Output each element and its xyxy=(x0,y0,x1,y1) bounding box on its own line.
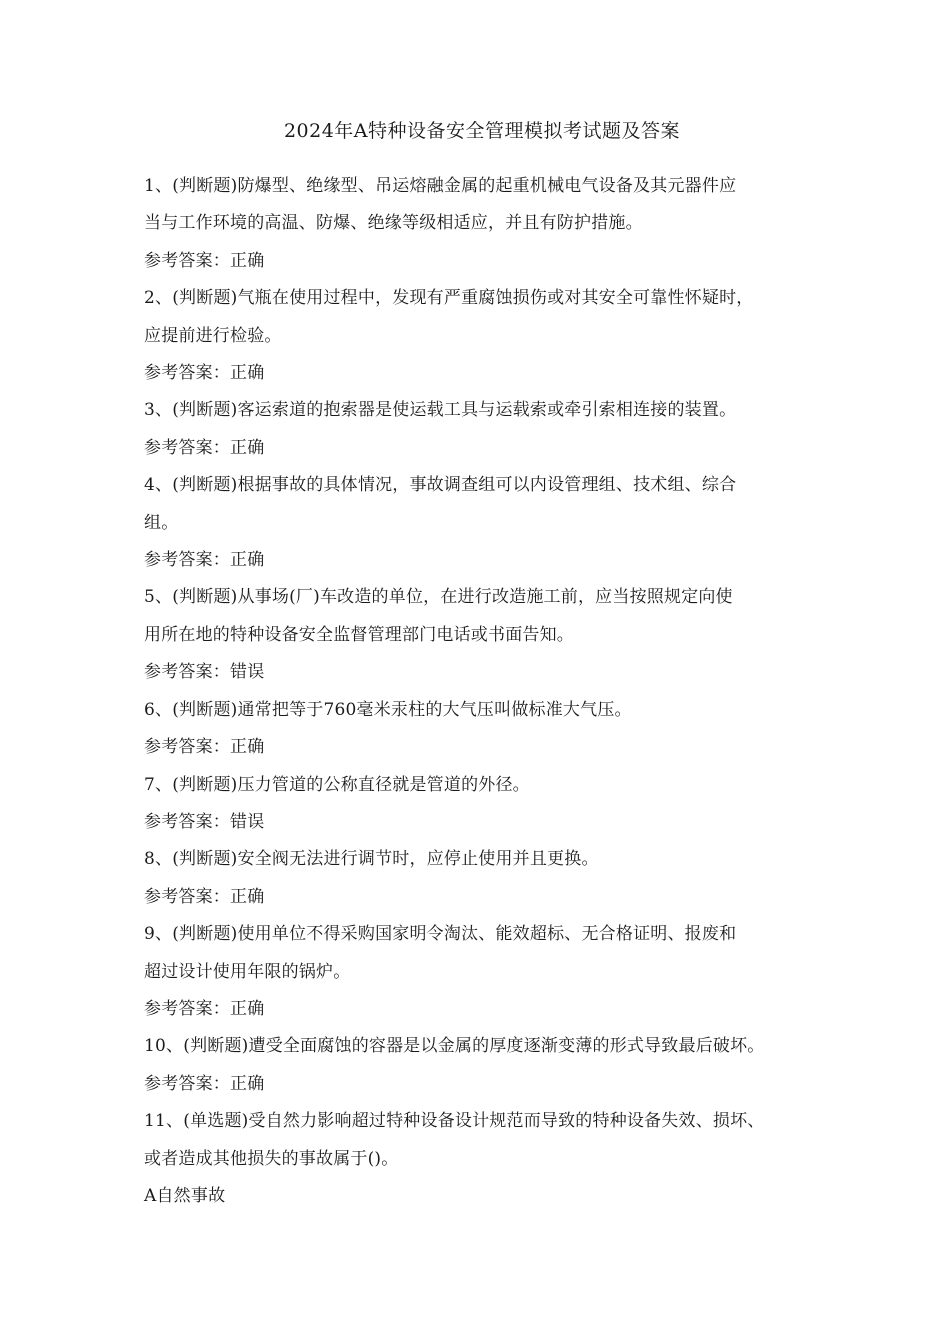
text-line: 或者造成其他损失的事故属于()。 xyxy=(144,1148,399,1169)
option-line: A自然事故 xyxy=(144,1185,226,1206)
text-line: 4、(判断题)根据事故的具体情况，事故调查组可以内设管理组、技术组、综合 xyxy=(144,475,737,496)
answer-line: 参考答案：正确 xyxy=(144,550,265,571)
text-line: 9、(判断题)使用单位不得采购国家明令淘汰、能效超标、无合格证明、报废和 xyxy=(144,924,737,945)
answer-line: 参考答案：正确 xyxy=(144,1073,265,1094)
answer-line: 参考答案：错误 xyxy=(144,662,265,683)
answer-line: 参考答案：正确 xyxy=(144,363,265,384)
text-line: 超过设计使用年限的锅炉。 xyxy=(144,961,351,982)
text-line: 组。 xyxy=(144,512,179,533)
answer-line: 参考答案：正确 xyxy=(144,886,265,907)
text-line: 10、(判断题)遭受全面腐蚀的容器是以金属的厚度逐渐变薄的形式导致最后破坏。 xyxy=(144,1036,765,1057)
answer-line: 参考答案：错误 xyxy=(144,811,265,832)
answer-line: 参考答案：正确 xyxy=(144,437,265,458)
text-line: 1、(判断题)防爆型、绝缘型、吊运熔融金属的起重机械电气设备及其元器件应 xyxy=(144,176,737,196)
text-line: 3、(判断题)客运索道的抱索器是使运载工具与运载索或牵引索相连接的装置。 xyxy=(144,400,737,421)
answer-line: 参考答案：正确 xyxy=(144,250,265,271)
text-line: 应提前进行检验。 xyxy=(144,325,282,346)
document-body xyxy=(144,168,820,1215)
answer-line: 参考答案：正确 xyxy=(144,998,265,1019)
text-line: 5、(判断题)从事场(厂)车改造的单位，在进行改造施工前，应当按照规定向使 xyxy=(144,587,733,608)
text-line: 8、(判断题)安全阀无法进行调节时，应停止使用并且更换。 xyxy=(144,849,599,870)
text-line: 当与工作环境的高温、防爆、绝缘等级相适应，并且有防护措施。 xyxy=(144,213,643,234)
text-line: 用所在地的特种设备安全监督管理部门电话或书面告知。 xyxy=(144,624,574,645)
document-title: 2024年A特种设备安全管理模拟考试题及答案 xyxy=(283,120,681,142)
text-line: 6、(判断题)通常把等于760毫米汞柱的大气压叫做标准大气压。 xyxy=(144,699,632,720)
text-line: 7、(判断题)压力管道的公称直径就是管道的外径。 xyxy=(144,774,530,795)
text-line: 11、(单选题)受自然力影响超过特种设备设计规范而导致的特种设备失效、损坏、 xyxy=(144,1111,765,1132)
text-line: 2、(判断题)气瓶在使用过程中，发现有严重腐蚀损伤或对其安全可靠性怀疑时， xyxy=(144,288,754,309)
answer-line: 参考答案：正确 xyxy=(144,737,265,758)
